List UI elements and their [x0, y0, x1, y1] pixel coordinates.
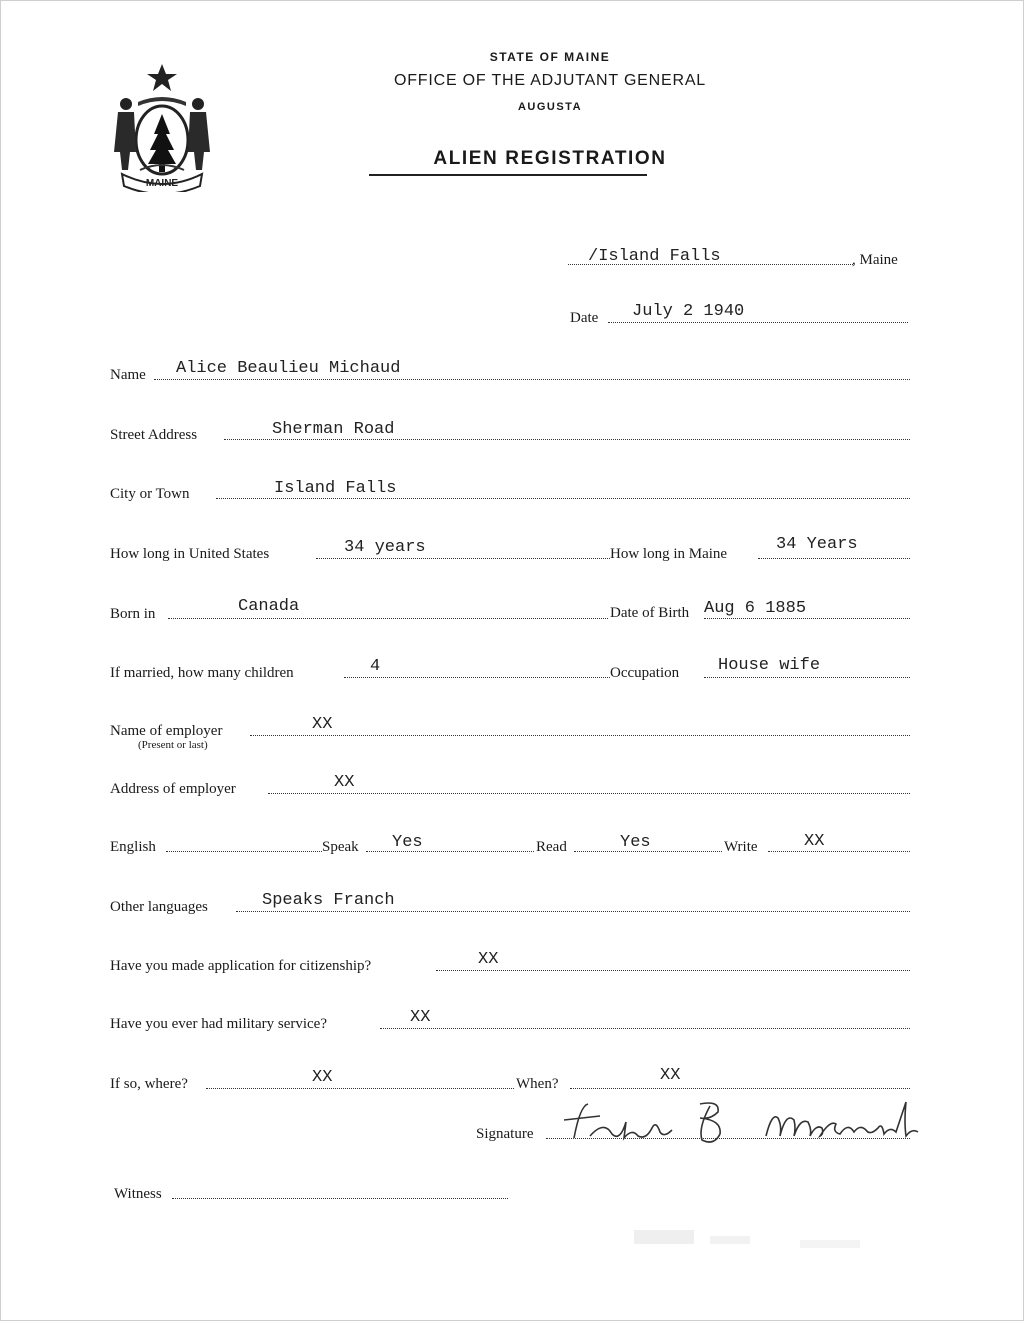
read-value: Yes: [620, 833, 651, 852]
when-label: When?: [516, 1076, 559, 1092]
children-value: 4: [370, 657, 381, 676]
speak-label: Speak: [322, 839, 359, 855]
date-label: Date: [570, 310, 599, 326]
citizenship-dots: [436, 970, 910, 971]
when-value: XX: [660, 1066, 681, 1085]
header-city: AUGUSTA: [517, 101, 583, 113]
other-languages-label: Other languages: [110, 899, 208, 915]
date-dots: [608, 322, 908, 323]
dob-dots: [704, 618, 910, 619]
where-label: If so, where?: [110, 1076, 188, 1092]
maine-duration-label: How long in Maine: [610, 546, 728, 562]
city-value: Island Falls: [274, 479, 397, 498]
military-dots: [380, 1028, 910, 1029]
place-suffix: , Maine: [852, 252, 898, 268]
header-state: STATE OF MAINE: [489, 50, 611, 64]
maine-duration-dots: [758, 558, 910, 559]
military-value: XX: [410, 1008, 431, 1027]
where-dots: [206, 1088, 514, 1089]
english-label: English: [110, 839, 156, 855]
name-value: Alice Beaulieu Michaud: [176, 359, 401, 378]
military-label: Have you ever had military service?: [110, 1016, 327, 1032]
write-label: Write: [724, 839, 758, 855]
header-office: OFFICE OF THE ADJUTANT GENERAL: [393, 72, 707, 89]
date-value: July 2 1940: [632, 302, 745, 321]
other-languages-value: Speaks Franch: [262, 891, 395, 910]
maine-duration-value: 34 Years: [776, 535, 858, 554]
occupation-label: Occupation: [610, 665, 680, 681]
read-label: Read: [536, 839, 567, 855]
city-label: City or Town: [110, 486, 190, 502]
street-dots: [224, 439, 910, 440]
us-duration-dots: [316, 558, 610, 559]
employer-label: Name of employer: [110, 723, 223, 739]
title-underline: [369, 174, 647, 176]
employer-address-dots: [268, 793, 910, 794]
employer-address-value: XX: [334, 773, 355, 792]
employer-address-label: Address of employer: [110, 781, 236, 797]
born-in-dots: [168, 618, 608, 619]
witness-dots: [172, 1198, 508, 1199]
occupation-dots: [704, 677, 910, 678]
signature-label: Signature: [476, 1126, 534, 1142]
where-value: XX: [312, 1068, 333, 1087]
citizenship-label: Have you made application for citizenship?: [110, 958, 372, 974]
born-in-label: Born in: [110, 606, 156, 622]
maine-state-seal: [108, 62, 216, 192]
svg-text:MAINE: MAINE: [145, 178, 179, 189]
city-dots: [216, 498, 910, 499]
employer-sublabel: (Present or last): [138, 739, 208, 751]
english-dots: [166, 851, 322, 852]
name-dots: [154, 379, 910, 380]
employer-value: XX: [312, 715, 333, 734]
write-value: XX: [804, 832, 825, 851]
children-dots: [344, 677, 610, 678]
form-title: ALIEN REGISTRATION: [433, 148, 667, 169]
witness-label: Witness: [114, 1186, 162, 1202]
faint-stamp-mark: [630, 1222, 880, 1262]
other-languages-dots: [236, 911, 910, 912]
us-duration-label: How long in United States: [110, 546, 270, 562]
place-value: /Island Falls: [588, 247, 721, 266]
occupation-value: House wife: [718, 656, 821, 675]
born-in-value: Canada: [238, 597, 300, 616]
street-value: Sherman Road: [272, 420, 395, 439]
children-label: If married, how many children: [110, 665, 294, 681]
name-label: Name: [110, 367, 146, 383]
dob-value: Aug 6 1885: [704, 599, 807, 618]
citizenship-value: XX: [478, 950, 499, 969]
write-dots: [768, 851, 910, 852]
when-dots: [570, 1088, 910, 1089]
speak-value: Yes: [392, 833, 423, 852]
us-duration-value: 34 years: [344, 538, 426, 557]
dob-label: Date of Birth: [610, 605, 690, 621]
street-label: Street Address: [110, 427, 198, 443]
handwritten-signature: [560, 1098, 950, 1148]
employer-dots: [250, 735, 910, 736]
